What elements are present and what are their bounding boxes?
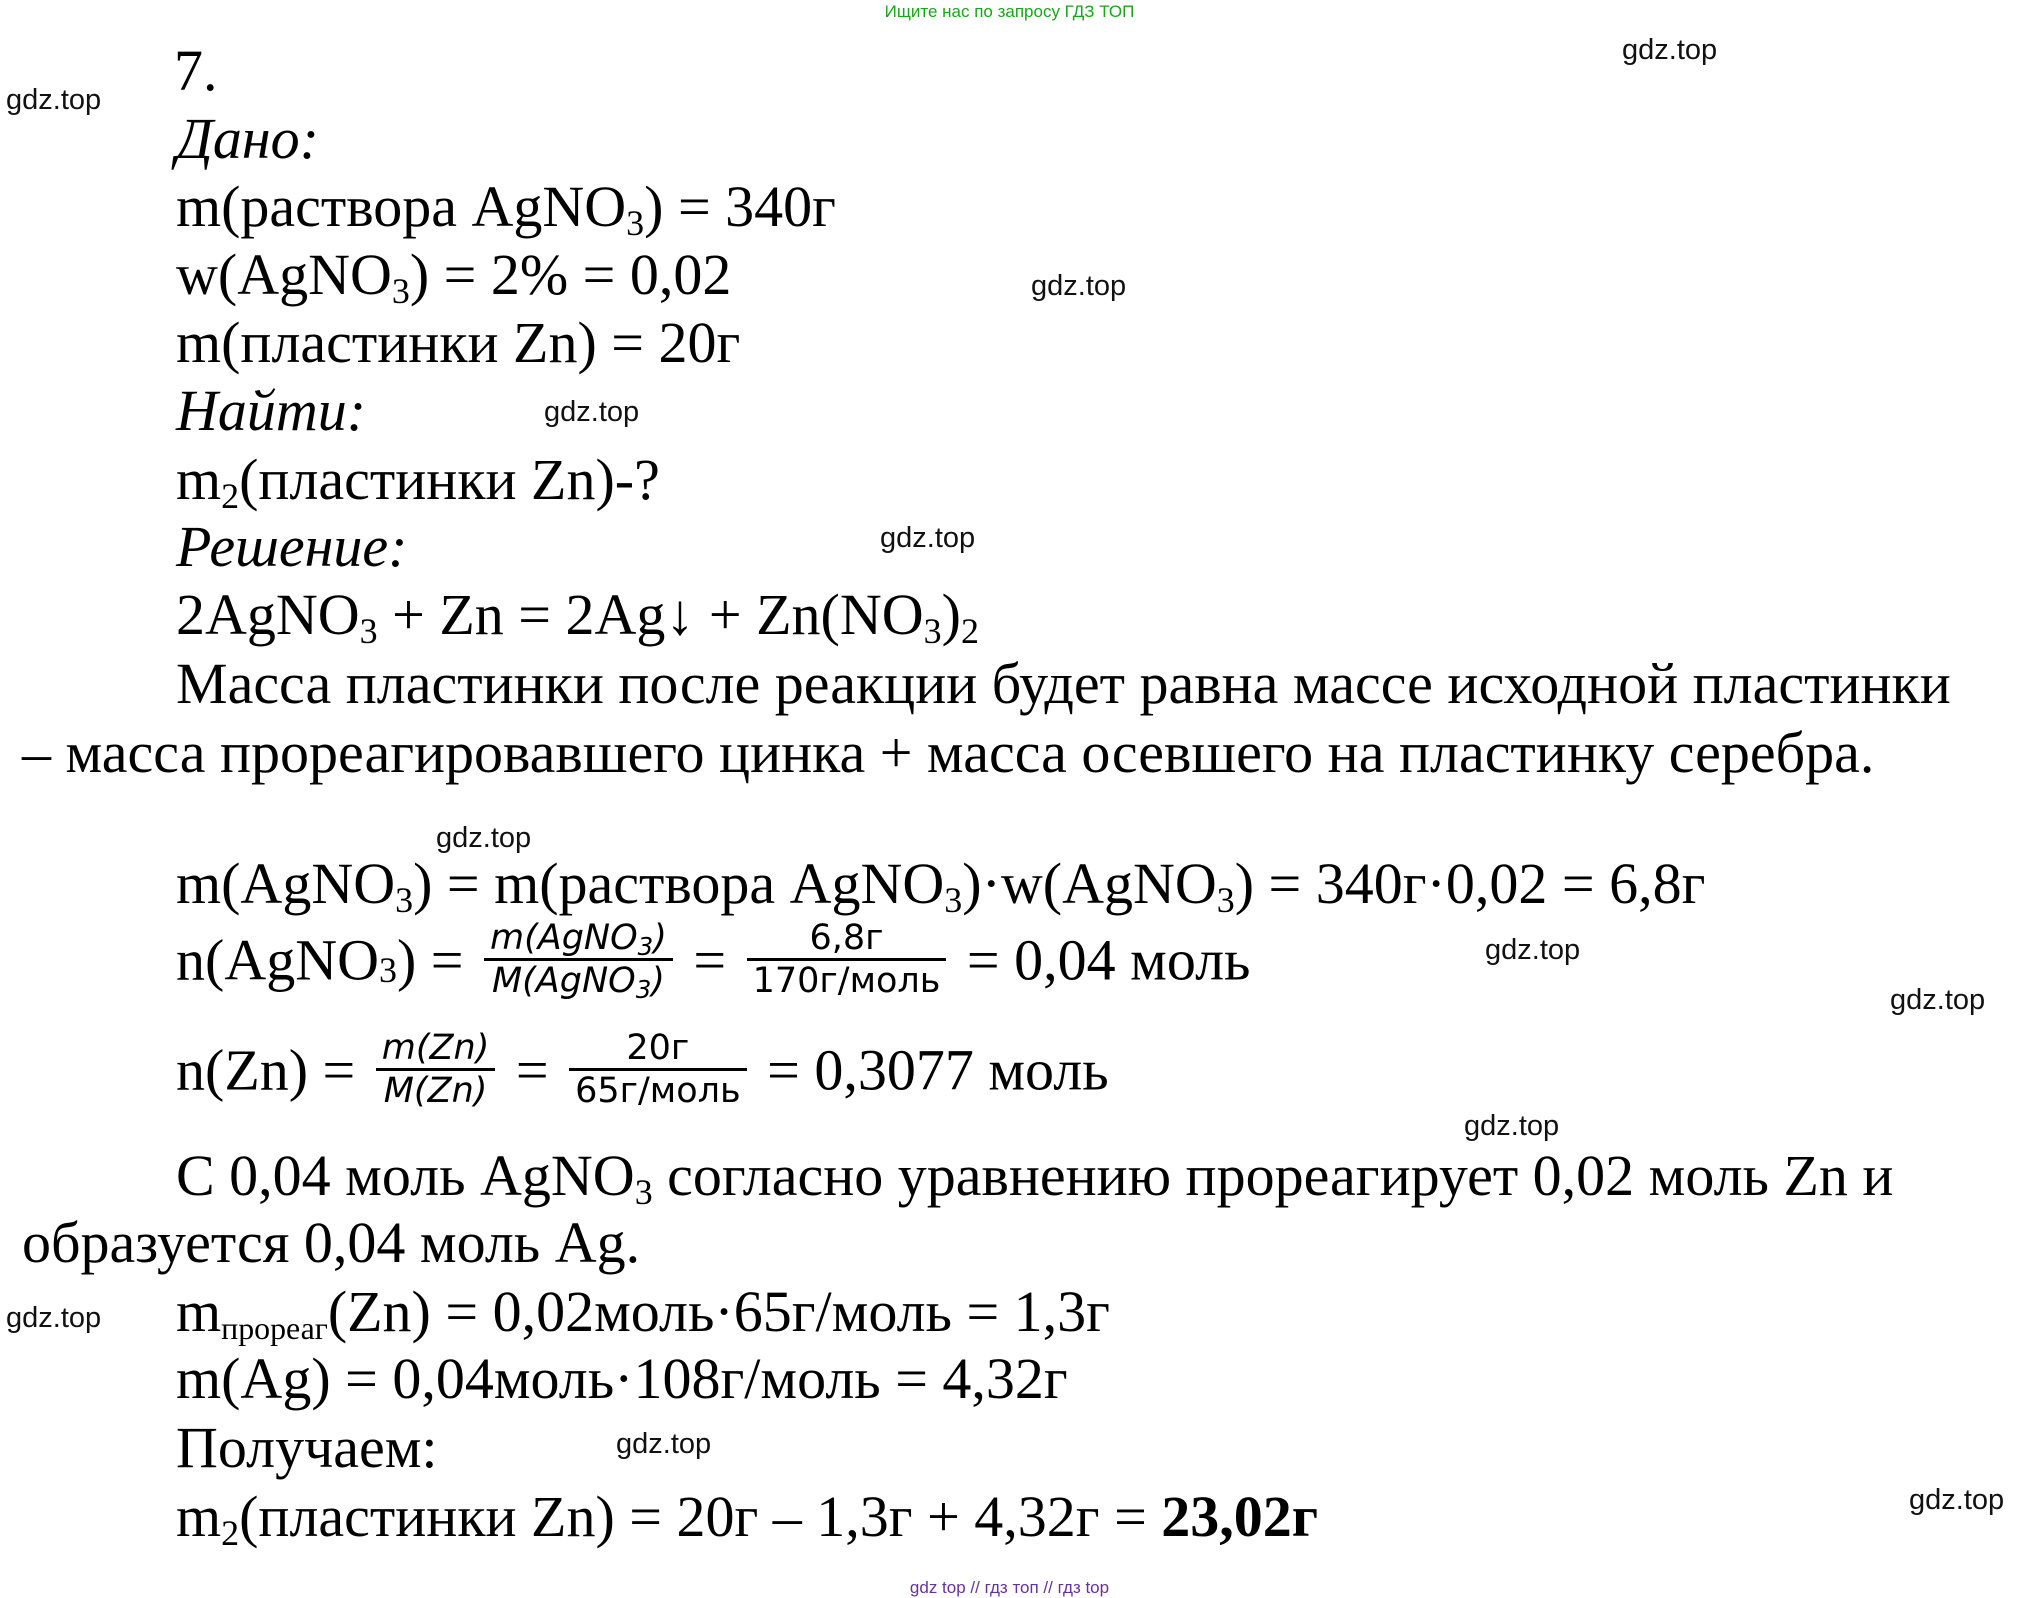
find-label: Найти:	[176, 378, 367, 443]
watermark: gdz.top	[1031, 270, 1127, 302]
watermark: gdz.top	[1622, 34, 1718, 66]
watermark: gdz.top	[1890, 984, 1986, 1016]
explanation-line-2: – масса прореагировавшего цинка + масса осевшего на пластинку серебра.	[22, 720, 1875, 785]
reaction-equation: 2AgNO$_3$ + Zn = 2Ag↓ + $Zn(NO_3)_2$	[176, 582, 979, 651]
given-solution-mass: m(раствора AgNO$_3$) = 340г	[176, 174, 836, 243]
obtain-label: Получаем:	[176, 1415, 438, 1480]
watermark: gdz.top	[1485, 934, 1581, 966]
silver-nitrate-moles: n(AgNO$_3$) = $\frac{m(AgNO_3)}{M(AgNO_3)}$ = $\frac{6,8г}{\text{170г/моль}}$ = 0,04 моль	[176, 918, 1251, 1005]
watermark: gdz.top	[544, 396, 640, 428]
watermark: gdz.top	[436, 822, 532, 854]
given-label: Дано:	[176, 106, 319, 171]
silver-mass: m(Ag) = 0,04моль·108г/моль = 4,32г	[176, 1346, 1068, 1411]
final-answer-line: $m_2(пластинки$ Zn) = 20г – 1,3г + 4,32г = 23,02г	[176, 1484, 1319, 1553]
explanation-line-1: Масса пластинки после реакции будет равна массе исходной пластинки	[176, 651, 1951, 716]
watermark: gdz.top	[6, 1302, 102, 1334]
zinc-moles: n(Zn) = $\frac{m(Zn)}{M(Zn)}$ = $\frac{20г}{\text{65г/моль}}$ = 0,3077 моль	[176, 1028, 1109, 1112]
watermark: gdz.top	[880, 522, 976, 554]
bottom-banner: gdz top // гдз топ // гдз top	[909, 1578, 1110, 1597]
stoichiometry-line-1: С 0,04 моль AgNO$_3$ согласно уравнению прореагирует 0,02 моль Zn и	[176, 1143, 1894, 1212]
top-banner: Ищите нас по запросу ГДЗ ТОП	[884, 2, 1135, 21]
watermark: gdz.top	[1909, 1484, 2005, 1516]
given-mass-fraction: w(AgNO$_3$) = 2% = 0,02	[176, 242, 732, 311]
final-answer: 23,02г	[1161, 1484, 1319, 1549]
solution-label: Решение:	[176, 514, 408, 579]
fraction: $\frac{20г}{\text{65г/моль}}$	[569, 1028, 747, 1112]
watermark: gdz.top	[6, 84, 102, 116]
task-number: 7.	[174, 38, 218, 103]
stoichiometry-line-2: образуется 0,04 моль Ag.	[22, 1210, 641, 1275]
reacted-zinc-mass: $m_{прореаг}(Zn)$ = 0,02моль·65г/моль = 1,3г	[176, 1279, 1110, 1346]
watermark: gdz.top	[1464, 1110, 1560, 1142]
find-value: $m_2(пластинки$ Zn)-?	[176, 447, 660, 516]
given-plate-mass: m(пластинки Zn) = 20г	[176, 310, 741, 375]
fraction: $\frac{6,8г}{\text{170г/моль}}$	[747, 918, 947, 1002]
silver-nitrate-mass: m(AgNO$_3$) = m(раствора AgNO$_3$)·w(AgNO$_3$) = 340г·0,02 = 6,8г	[176, 851, 1706, 920]
fraction: $\frac{m(Zn)}{M(Zn)}$	[376, 1028, 496, 1112]
watermark: gdz.top	[616, 1428, 712, 1460]
fraction: $\frac{m(AgNO_3)}{M(AgNO_3)}$	[484, 918, 673, 1002]
